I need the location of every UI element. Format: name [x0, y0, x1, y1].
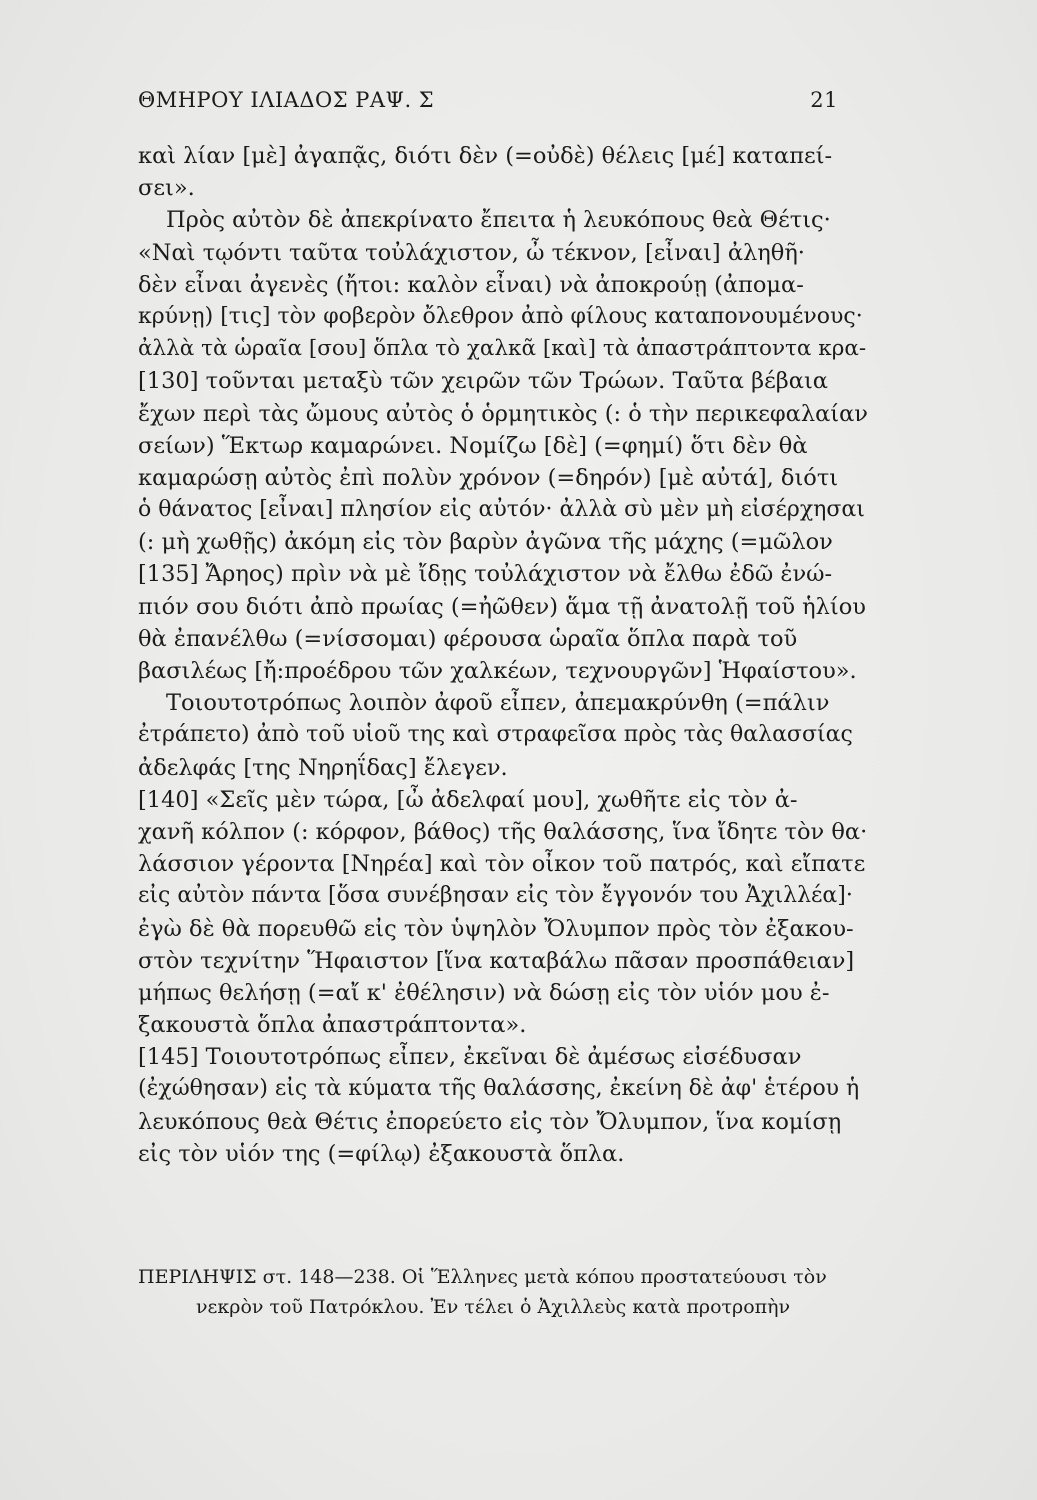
text-line: δὲν εἶναι ἀγενὲς (ἤτοι: καλὸν εἶναι) νὰ ἀποκρούῃ (ἀπομα- — [138, 271, 804, 298]
text-line: ἔχων περὶ τὰς ὤμους αὐτὸς ὁ ὁρμητικὸς (: ὁ τὴν περικεφαλαίαν — [138, 400, 868, 427]
text-line: καὶ λίαν [μὲ] ἀγαπᾷς, διότι δὲν (=οὐδὲ) θέλεις [μέ] καταπεί- — [138, 143, 833, 169]
text-line: Πρὸς αὐτὸν δὲ ἀπεκρίνατο ἔπειτα ἡ λευκόπους θεὰ Θέτις· — [166, 207, 831, 234]
page-header — [138, 88, 838, 118]
summary-line: ΠΕΡΙΛΗΨΙΣ στ. 148—238. Οἱ Ἕλληνες μετὰ κόπου προστατεύουσι τὸν — [138, 1266, 827, 1288]
text-line: Τοιουτοτρόπως λοιπὸν ἀφοῦ εἶπεν, ἀπεμακρύνθη (=πάλιν — [166, 690, 830, 717]
text-line: ἐτράπετο) ἀπὸ τοῦ υἱοῦ της καὶ στραφεῖσα πρὸς τὰς θαλασσίας — [138, 722, 853, 748]
text-line: (: μὴ χωθῇς) ἀκόμη εἰς τὸν βαρὺν ἀγῶνα τῆς μάχης (=μῶλον — [138, 529, 833, 556]
text-line: [135] Ἄρηος) πρὶν νὰ μὲ ἴδῃς τοὐλάχιστον νὰ ἔλθω ἐδῶ ἐνώ- — [138, 561, 833, 588]
text-line: ἀδελφάς [της Νηρηΐδας] ἔλεγεν. — [138, 754, 508, 781]
text-line: καμαρώσῃ αὐτὸς ἐπὶ πολὺν χρόνον (=δηρόν) [μὲ αὐτά], διότι — [138, 464, 839, 491]
text-line: λευκόπους θεὰ Θέτις ἐπορεύετο εἰς τὸν Ὄλυμπον, ἵνα κομίσῃ — [138, 1108, 842, 1135]
text-line: [145] Τοιουτοτρόπως εἶπεν, ἐκεῖναι δὲ ἀμέσως εἰσέδυσαν — [138, 1044, 802, 1071]
text-line: ἐγὼ δὲ θὰ πορευθῶ εἰς τὸν ὑψηλὸν Ὄλυμπον πρὸς τὸν ἐξακου- — [138, 915, 854, 942]
text-line: [130] τοῦνται μεταξὺ τῶν χειρῶν τῶν Τρώων. Ταῦτα βέβαια — [138, 368, 828, 395]
main-text — [138, 140, 868, 1170]
text-line: σείων) Ἕκτωρ καμαρώνει. Νομίζω [δὲ] (=φημί) ὅτι δὲν θὰ — [138, 432, 808, 459]
text-line: εἰς τὸν υἱόν της (=φίλῳ) ἐξακουστὰ ὅπλα. — [138, 1140, 625, 1167]
text-line: βασιλέως [ἤ:προέδρου τῶν χαλκέων, τεχνουργῶν] Ἡφαίστου». — [138, 658, 857, 684]
text-line: λάσσιον γέροντα [Νηρέα] καὶ τὸν οἶκον τοῦ πατρός, καὶ εἴπατε — [138, 851, 866, 878]
text-line: [140] «Σεῖς μὲν τώρα, [ὦ ἀδελφαί μου], χωθῆτε εἰς τὸν ἀ- — [138, 786, 798, 813]
text-line: σει». — [138, 175, 195, 202]
text-line: θὰ ἐπανέλθω (=νίσσομαι) φέρουσα ὡραῖα ὅπλα παρὰ τοῦ — [138, 625, 798, 652]
text-line: ἀλλὰ τὰ ὡραῖα [σου] ὅπλα τὸ χαλκᾶ [καὶ] τὰ ἀπαστράπτοντα κρα- — [138, 336, 867, 362]
text-line: ὁ θάνατος [εἶναι] πλησίον εἰς αὐτόν· ἀλλὰ σὺ μὲν μὴ εἰσέρχησαι — [138, 497, 865, 523]
text-line: χανῆ κόλπον (: κόρφον, βάθος) τῆς θαλάσσης, ἵνα ἴδητε τὸν θα· — [138, 818, 868, 845]
text-line: πιόν σου διότι ἀπὸ πρωίας (=ἠῶθεν) ἅμα τῇ ἀνατολῇ τοῦ ἡλίου — [138, 593, 866, 620]
running-title: ΘΜΗΡΟΥ ΙΛΙΑΔΟΣ ΡΑΨ. Σ — [138, 88, 435, 112]
text-line: στὸν τεχνίτην Ἥφαιστον [ἵνα καταβάλω πᾶσαν προσπάθειαν] — [138, 947, 855, 974]
summary-note — [138, 1262, 878, 1322]
page-number: 21 — [810, 88, 838, 112]
text-line: ξακουστὰ ὅπλα ἀπαστράπτοντα». — [138, 1012, 527, 1039]
text-line: εἰς αὐτὸν πάντα [ὅσα συνέβησαν εἰς τὸν ἔγγονόν του Ἀχιλλέα]· — [138, 883, 853, 909]
text-line: «Ναὶ τῳόντι ταῦτα τοὐλάχιστον, ὦ τέκνον, [εἶναι] ἀληθῆ· — [138, 239, 805, 266]
text-line: (ἐχώθησαν) εἰς τὰ κύματα τῆς θαλάσσης, ἐκείνη δὲ ἀφ' ἑτέρου ἡ — [138, 1076, 860, 1102]
text-line: μήπως θελήσῃ (=αἴ κ' ἐθέλησιν) νὰ δώσῃ εἰς τὸν υἱόν μου ἐ- — [138, 979, 830, 1006]
summary-line: νεκρὸν τοῦ Πατρόκλου. Ἐν τέλει ὁ Ἀχιλλεὺς κατὰ προτροπὴν — [196, 1296, 791, 1318]
text-line: κρύνῃ) [τις] τὸν φοβερὸν ὄλεθρον ἀπὸ φίλους καταπονουμένους· — [138, 303, 863, 329]
